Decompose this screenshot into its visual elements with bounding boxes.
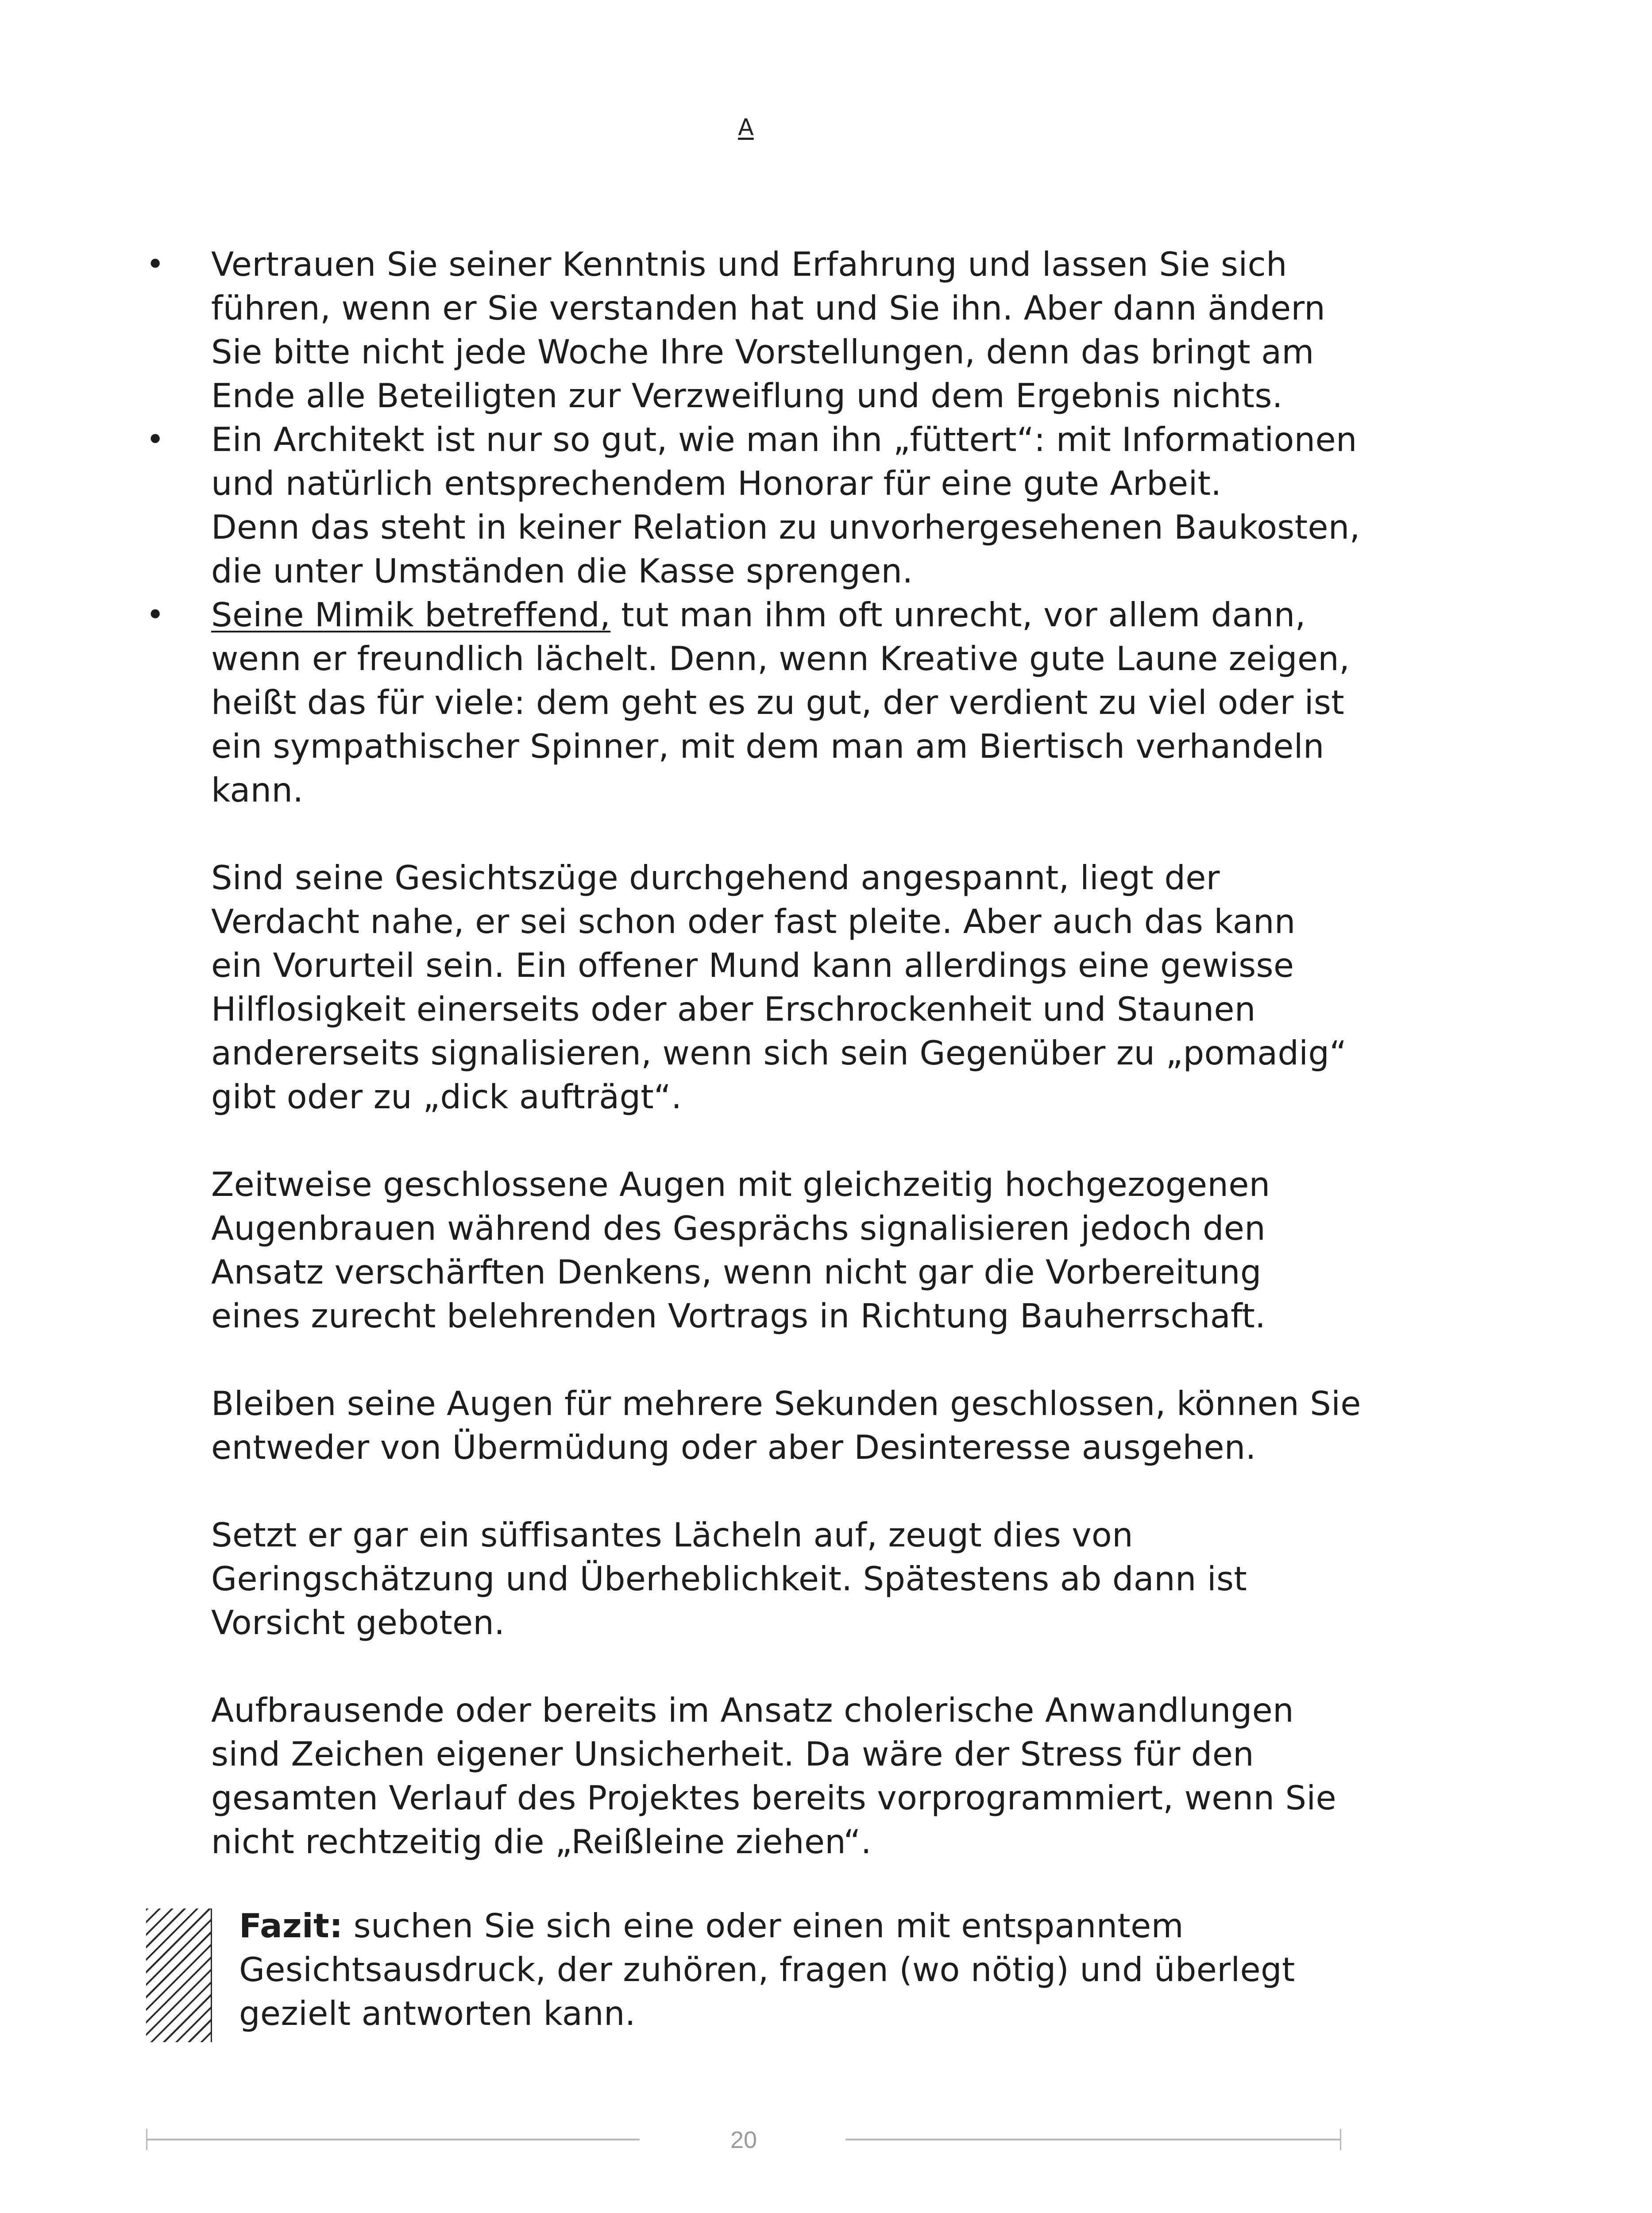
paragraph-choleric (211, 1689, 1384, 1864)
text-line: sind Zeichen eigener Unsicherheit. Da wäre der Stress für den (211, 1735, 1254, 1773)
text-line: kann. (211, 771, 304, 810)
section-marker: A (738, 114, 754, 141)
text-line: Aufbrausende oder bereits im Ansatz cholerische Anwandlungen (211, 1691, 1294, 1730)
fazit-label: Fazit: (239, 1906, 343, 1945)
text-line: heißt das für viele: dem geht es zu gut, der verdient zu viel oder ist (211, 683, 1345, 722)
bullet-icon: • (146, 597, 165, 633)
text-line: Sind seine Gesichtszüge durchgehend angespannt, liegt der (211, 858, 1220, 897)
text-line: Setzt er gar ein süffisantes Lächeln auf, zeugt dies von (211, 1515, 1133, 1554)
footer-right-rule (845, 2139, 1341, 2140)
text-line: gibt oder zu „dick aufträgt“. (211, 1077, 682, 1116)
fazit-text (239, 1904, 1390, 2036)
paragraph-eyes-seconds (211, 1382, 1384, 1469)
text-line: Augenbrauen während des Gesprächs signalisieren jedoch den (211, 1209, 1266, 1248)
text-line: wenn er freundlich lächelt. Denn, wenn Kreative gute Laune zeigen, (211, 639, 1350, 678)
paragraph-spacer (0, 812, 1652, 856)
text-line: ein sympathischer Spinner, mit dem man am Biertisch verhandeln (211, 727, 1324, 766)
text-line: Gesichtsausdruck, der zuhören, fragen (wo nötig) und überlegt (239, 1950, 1295, 1989)
bullet-icon: • (146, 246, 165, 282)
text-line: entweder von Übermüdung oder aber Desinteresse ausgehen. (211, 1428, 1256, 1467)
paragraph-closed-eyes (211, 1163, 1384, 1338)
text-line: Zeitweise geschlossene Augen mit gleichzeitig hochgezogenen (211, 1165, 1270, 1204)
bullet-text (211, 418, 1384, 593)
footer-left-rule (146, 2139, 640, 2140)
fazit-box (146, 1904, 1386, 2050)
bullet-icon: • (146, 421, 165, 458)
text-line: Hilflosigkeit einerseits oder aber Erschrockenheit und Staunen (211, 990, 1256, 1029)
page-body (0, 243, 1652, 1864)
lead-rest: tut man ihm oft unrecht, vor allem dann, (610, 595, 1306, 634)
text-line: andererseits signalisieren, wenn sich sein Gegenüber zu „pomadig“ (211, 1033, 1347, 1072)
text-line: Ende alle Beteiligten zur Verzweiflung und dem Ergebnis nichts. (211, 376, 1283, 415)
paragraph-facial-tension (211, 856, 1384, 1119)
paragraph-spacer (0, 1119, 1652, 1163)
bullet-item-2 (0, 418, 1652, 593)
bullet-text (211, 243, 1384, 418)
text-line (211, 593, 1384, 637)
text-line: Ein Architekt ist nur so gut, wie man ihn „füttert“: mit Informationen (211, 420, 1357, 459)
text-line: gezielt antworten kann. (239, 1994, 636, 2033)
text-line: führen, wenn er Sie verstanden hat und Sie ihn. Aber dann ändern (211, 289, 1326, 328)
text-line: Denn das steht in keiner Relation zu unvorhergesehenen Baukosten, (211, 508, 1360, 547)
page-number: 20 (730, 2127, 757, 2153)
bullet-item-1 (0, 243, 1652, 418)
text-line: nicht rechtzeitig die „Reißleine ziehen“. (211, 1822, 872, 1861)
text-line: Sie bitte nicht jede Woche Ihre Vorstellungen, denn das bringt am (211, 332, 1314, 371)
paragraph-spacer (0, 1338, 1652, 1382)
text-line: Vertrauen Sie seiner Kenntnis und Erfahrung und lassen Sie sich (211, 245, 1287, 284)
footer-right-tick (1340, 2129, 1341, 2150)
hatch-pattern-icon (146, 1908, 212, 2042)
text-line (239, 1904, 1390, 1948)
text-line: Bleiben seine Augen für mehrere Sekunden geschlossen, können Sie (211, 1384, 1361, 1423)
text-line: Vorsicht geboten. (211, 1603, 505, 1642)
bullet-text (211, 593, 1384, 812)
text-line: Geringschätzung und Überheblichkeit. Spätestens ab dann ist (211, 1559, 1247, 1598)
text-line: die unter Umständen die Kasse sprengen. (211, 551, 913, 590)
fazit-first-line: suchen Sie sich eine oder einen mit entspanntem (343, 1906, 1184, 1945)
paragraph-smile (211, 1513, 1384, 1645)
bullet-item-3 (0, 593, 1652, 812)
paragraph-spacer (0, 1469, 1652, 1513)
page-footer (142, 2120, 1346, 2160)
paragraph-spacer (0, 1645, 1652, 1689)
text-line: Verdacht nahe, er sei schon oder fast pleite. Aber auch das kann (211, 902, 1296, 941)
text-line: gesamten Verlauf des Projektes bereits vorprogrammiert, wenn Sie (211, 1778, 1336, 1817)
text-line: und natürlich entsprechendem Honorar für eine gute Arbeit. (211, 464, 1222, 503)
underlined-lead: Seine Mimik betreffend, (211, 595, 611, 634)
text-line: ein Vorurteil sein. Ein offener Mund kann allerdings eine gewisse (211, 946, 1294, 985)
text-line: eines zurecht belehrenden Vortrags in Richtung Bauherrschaft. (211, 1296, 1266, 1335)
text-line: Ansatz verschärften Denkens, wenn nicht gar die Vorbereitung (211, 1253, 1262, 1292)
